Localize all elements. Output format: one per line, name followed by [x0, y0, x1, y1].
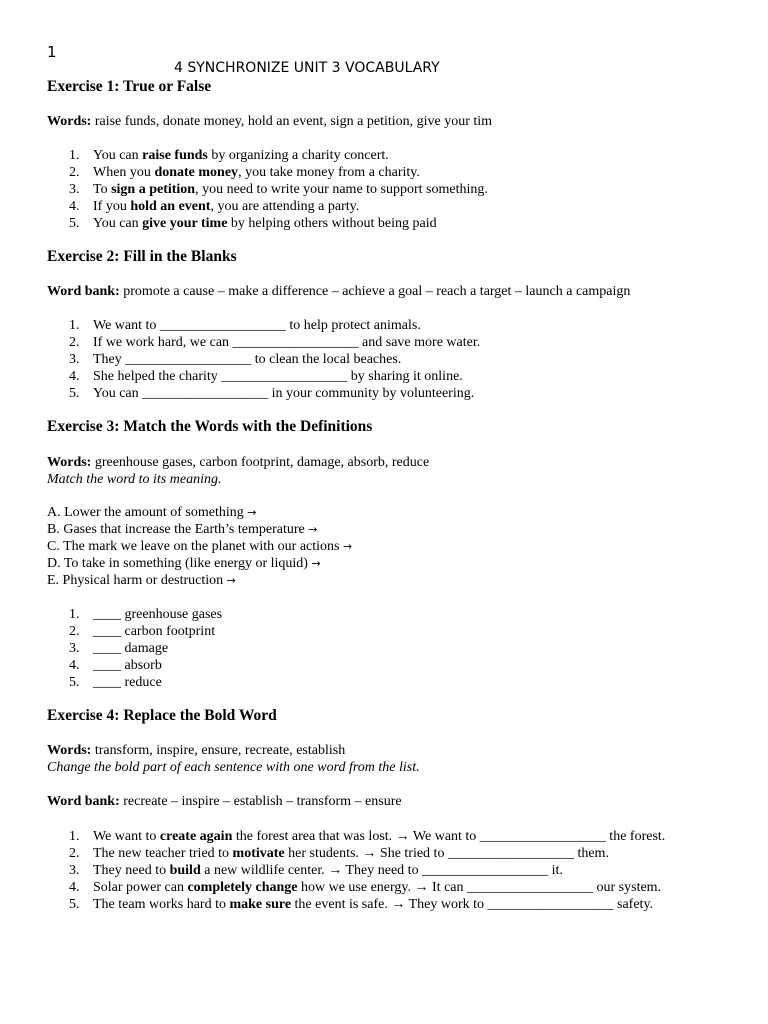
exercise-2-heading: Exercise 2: Fill in the Blanks	[47, 248, 237, 265]
definition-item	[47, 505, 256, 521]
item-text: We want to	[93, 829, 160, 844]
words-list: greenhouse gases, carbon footprint, damage, absorb, reduce	[91, 455, 430, 470]
item-text: To	[93, 182, 112, 197]
list-item	[47, 368, 727, 385]
item-text: ____ reduce	[93, 675, 162, 690]
definition-text: C. The mark we leave on the planet with our actions	[47, 539, 340, 554]
list-item	[47, 606, 727, 623]
definition-item	[47, 539, 352, 555]
item-text: You can	[93, 148, 143, 163]
exercise-3-instruction: Match the word to its meaning.	[47, 472, 222, 487]
item-text: You can __________________ in your community by volunteering.	[93, 386, 475, 401]
exercise-3-heading: Exercise 3: Match the Words with the Definitions	[47, 418, 373, 435]
item-text: We want to __________________ to help protect animals.	[93, 318, 421, 333]
item-number: 3.	[69, 182, 80, 197]
item-text: by helping others without being paid	[227, 216, 437, 231]
item-number: 3.	[69, 352, 80, 367]
list-item	[47, 657, 727, 674]
words-list: transform, inspire, ensure, recreate, establish	[91, 743, 346, 758]
item-bold: completely change	[187, 880, 298, 895]
exercise-3-list	[47, 606, 727, 691]
list-item	[47, 640, 727, 657]
arrow-right-icon: →	[226, 574, 236, 587]
arrow-right-icon: →	[311, 557, 321, 570]
item-text: the forest area that was lost. → We want to __________________ the forest.	[232, 829, 666, 844]
exercise-1-words	[47, 114, 492, 130]
item-number: 2.	[69, 846, 80, 861]
item-bold: donate money	[154, 165, 239, 180]
item-bold: create again	[159, 829, 233, 844]
definition-text: B. Gases that increase the Earth’s temperature	[47, 522, 305, 537]
exercise-4-heading: Exercise 4: Replace the Bold Word	[47, 707, 277, 724]
definition-item	[47, 522, 317, 538]
item-number: 4.	[69, 880, 80, 895]
list-item	[47, 828, 722, 845]
exercise-2-list	[47, 317, 727, 402]
list-item	[47, 623, 727, 640]
list-item	[47, 147, 727, 164]
item-number: 1.	[69, 607, 80, 622]
item-number: 1.	[69, 148, 80, 163]
exercise-4-words	[47, 743, 345, 759]
definition-text: D. To take in something (like energy or liquid)	[47, 556, 308, 571]
item-bold: give your time	[142, 216, 228, 231]
arrow-right-icon: →	[343, 540, 353, 553]
item-bold: hold an event	[130, 199, 211, 214]
item-text: She helped the charity __________________ by sharing it online.	[93, 369, 463, 384]
exercise-2-word-bank	[47, 284, 630, 300]
list-item	[47, 181, 727, 198]
item-text: by organizing a charity concert.	[207, 148, 389, 163]
list-item	[47, 351, 727, 368]
words-label: Words:	[47, 114, 92, 129]
exercise-4-list	[47, 828, 722, 913]
item-number: 3.	[69, 863, 80, 878]
list-item	[47, 215, 727, 232]
item-text: , you need to write your name to support something.	[195, 182, 488, 197]
definition-text: A. Lower the amount of something	[47, 505, 244, 520]
item-number: 4.	[69, 369, 80, 384]
item-number: 5.	[69, 386, 80, 401]
item-number: 5.	[69, 897, 80, 912]
list-item	[47, 674, 727, 691]
list-item	[47, 385, 727, 402]
list-item	[47, 862, 722, 879]
item-number: 4.	[69, 199, 80, 214]
item-text: If we work hard, we can __________________ and save more water.	[93, 335, 481, 350]
item-text: The new teacher tried to	[93, 846, 233, 861]
item-text: her students. → She tried to __________________ them.	[284, 846, 609, 861]
item-text: ____ greenhouse gases	[93, 607, 223, 622]
words-label: Words:	[47, 455, 92, 470]
list-item	[47, 334, 727, 351]
list-item	[47, 164, 727, 181]
item-text: ____ carbon footprint	[93, 624, 216, 639]
exercise-4-instruction: Change the bold part of each sentence with one word from the list.	[47, 760, 420, 775]
item-number: 4.	[69, 658, 80, 673]
word-bank-label: Word bank:	[47, 794, 120, 809]
item-number: 1.	[69, 318, 80, 333]
arrow-right-icon: →	[308, 523, 318, 536]
list-item	[47, 317, 727, 334]
item-text: They need to	[93, 863, 170, 878]
list-item	[47, 879, 722, 896]
exercise-1-heading: Exercise 1: True or False	[47, 78, 212, 95]
document-title: 4 SYNCHRONIZE UNIT 3 VOCABULARY	[174, 60, 440, 76]
item-number: 2.	[69, 624, 80, 639]
item-number: 1.	[69, 829, 80, 844]
words-label: Words:	[47, 743, 92, 758]
exercise-3-words	[47, 455, 429, 471]
list-item	[47, 198, 727, 215]
item-text: The team works hard to	[93, 897, 230, 912]
item-number: 2.	[69, 335, 80, 350]
item-bold: raise funds	[142, 148, 208, 163]
item-text: , you are attending a party.	[210, 199, 360, 214]
item-number: 2.	[69, 165, 80, 180]
item-bold: motivate	[232, 846, 285, 861]
list-item	[47, 896, 722, 913]
exercise-4-word-bank	[47, 794, 402, 810]
item-text: When you	[93, 165, 155, 180]
item-bold: build	[169, 863, 201, 878]
item-text: , you take money from a charity.	[238, 165, 420, 180]
word-bank-list: promote a cause – make a difference – achieve a goal – reach a target – launch a campaign	[119, 284, 631, 299]
item-text: how we use energy. → It can __________________ our system.	[297, 880, 662, 895]
definition-item	[47, 556, 321, 572]
item-text: Solar power can	[93, 880, 188, 895]
item-text: the event is safe. → They work to __________________ safety.	[291, 897, 654, 912]
item-text: a new wildlife center. → They need to __________________ it.	[200, 863, 563, 878]
item-text: You can	[93, 216, 143, 231]
item-number: 5.	[69, 216, 80, 231]
item-number: 3.	[69, 641, 80, 656]
item-bold: sign a petition	[111, 182, 196, 197]
item-text: They __________________ to clean the local beaches.	[93, 352, 402, 367]
item-bold: make sure	[229, 897, 292, 912]
arrow-right-icon: →	[247, 506, 257, 519]
item-text: ____ damage	[93, 641, 169, 656]
word-bank-label: Word bank:	[47, 284, 120, 299]
word-bank-list: recreate – inspire – establish – transform – ensure	[119, 794, 402, 809]
words-list: raise funds, donate money, hold an event, sign a petition, give your tim	[91, 114, 493, 129]
item-text: If you	[93, 199, 131, 214]
definition-text: E. Physical harm or destruction	[47, 573, 224, 588]
list-item	[47, 845, 722, 862]
page-number: 1	[47, 43, 57, 61]
item-number: 5.	[69, 675, 80, 690]
item-text: ____ absorb	[93, 658, 162, 673]
definition-item	[47, 573, 236, 589]
exercise-1-list	[47, 147, 727, 232]
